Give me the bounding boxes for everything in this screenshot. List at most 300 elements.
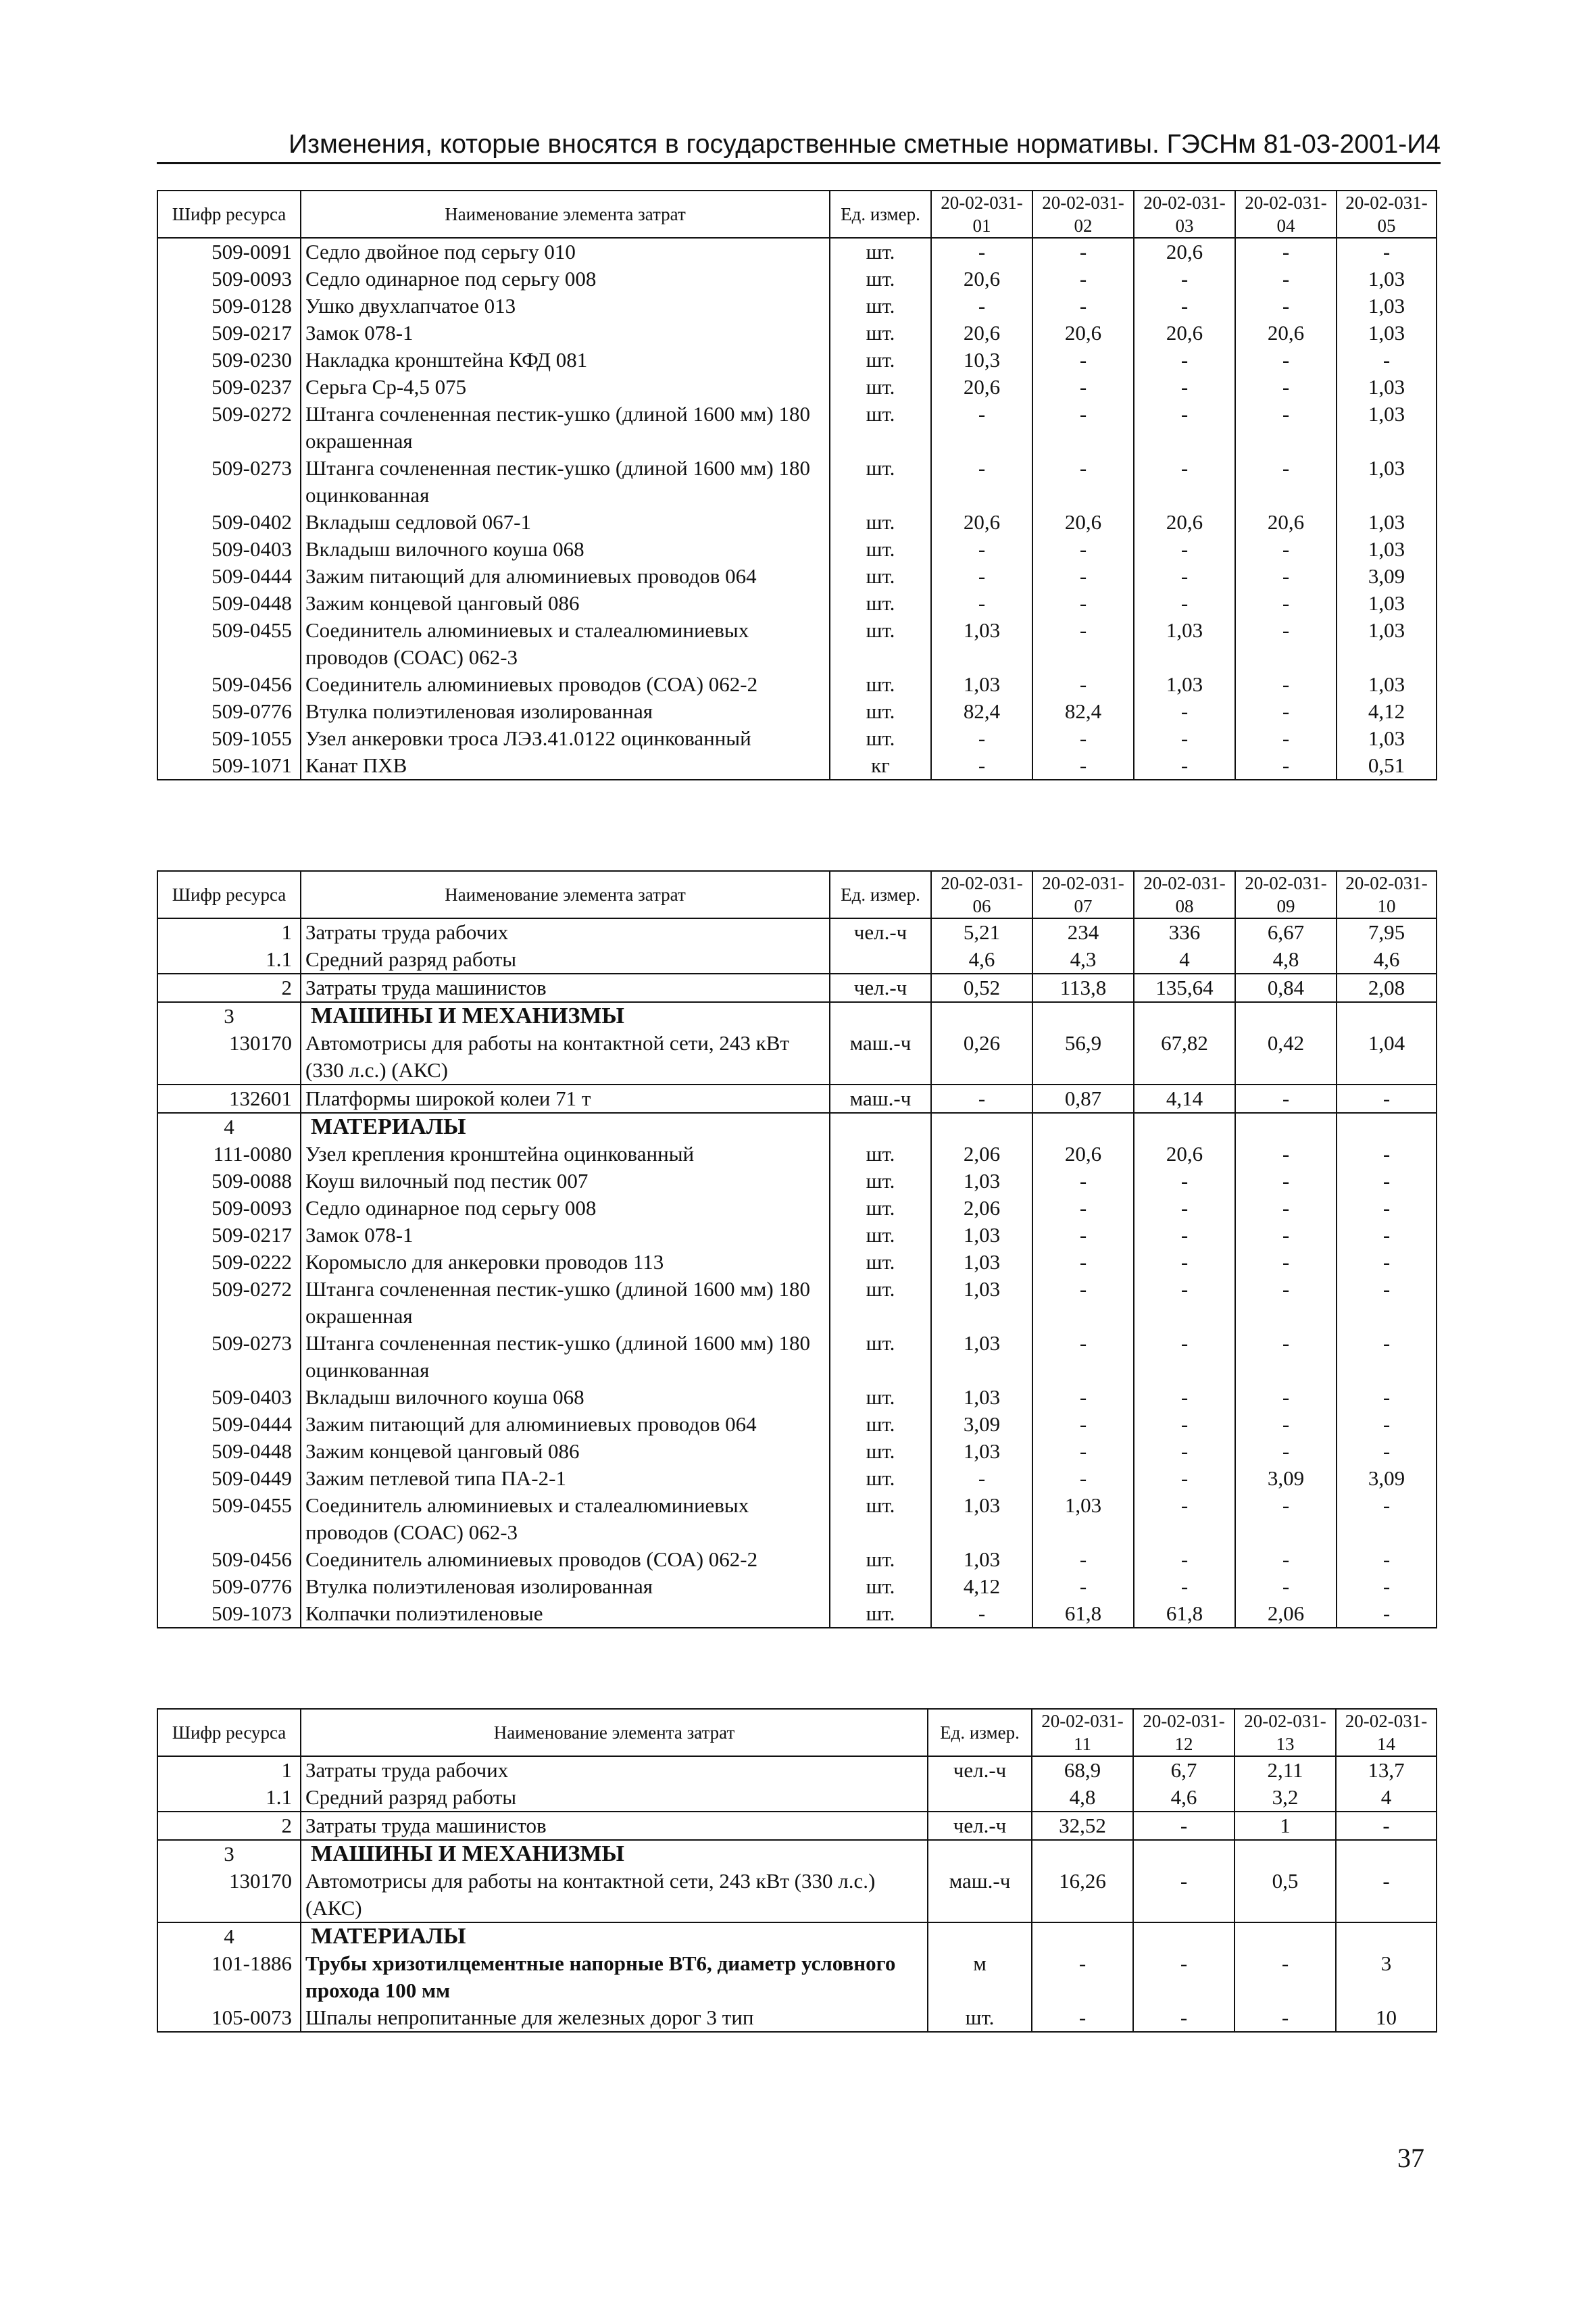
table-row: [157, 1492, 1437, 1546]
value-cell: -: [1032, 1950, 1133, 2004]
resource-name: Автомотрисы для работы на контактной сети, 243 кВт (330 л.с.) (АКС): [301, 1030, 830, 1085]
unit-cell: шт.: [830, 1276, 931, 1330]
resource-code: 3: [157, 1002, 301, 1030]
unit-cell: шт.: [830, 671, 931, 698]
value-cell: -: [1032, 671, 1134, 698]
table-row: [157, 1249, 1437, 1276]
value-cell: 4,6: [931, 946, 1032, 974]
value-cell: 1,03: [1337, 320, 1437, 347]
value-cell: 1,03: [931, 1168, 1032, 1195]
resource-name: Шпалы непропитанные для железных дорог 3 тип: [301, 2004, 928, 2032]
value-cell: -: [1337, 1141, 1437, 1168]
value-cell: 1,03: [931, 1546, 1032, 1573]
table-row: [157, 1950, 1437, 2004]
header-title: Изменения, которые вносятся в государственные сметные нормативы. ГЭСНм 81-03-2001-И4: [289, 130, 1441, 159]
value-cell: 1,03: [931, 671, 1032, 698]
value-cell: -: [1235, 347, 1337, 374]
value-cell: -: [1134, 1249, 1235, 1276]
value-cell: -: [1235, 1950, 1336, 2004]
value-cell: [1235, 1113, 1337, 1141]
value-cell: 20,6: [1134, 320, 1235, 347]
value-cell: -: [1133, 1868, 1235, 1922]
value-cell: 0,26: [931, 1030, 1032, 1085]
value-cell: -: [1337, 1168, 1437, 1195]
unit-cell: шт.: [830, 1195, 931, 1222]
value-cell: -: [1134, 1465, 1235, 1492]
table-body: [157, 918, 1437, 1628]
resource-name: Накладка кронштейна КФД 081: [301, 347, 830, 374]
value-cell: 7,95: [1337, 918, 1437, 946]
value-cell: 1,03: [1337, 455, 1437, 509]
resource-code: 509-0128: [157, 293, 301, 320]
value-cell: 2,06: [931, 1141, 1032, 1168]
value-cell: -: [931, 238, 1032, 266]
value-cell: 4: [1336, 1784, 1437, 1812]
unit-cell: шт.: [830, 725, 931, 752]
value-cell: 6,67: [1235, 918, 1337, 946]
resource-code: 101-1886: [157, 1950, 301, 2004]
value-cell: 1,03: [1134, 671, 1235, 698]
resource-code: 1.1: [157, 946, 301, 974]
resource-code: 509-0403: [157, 1384, 301, 1411]
unit-cell: [928, 1840, 1032, 1868]
value-cell: -: [1235, 266, 1337, 293]
value-cell: -: [1337, 1222, 1437, 1249]
value-cell: -: [1134, 1276, 1235, 1330]
value-cell: 1,03: [931, 1330, 1032, 1384]
value-cell: -: [931, 1085, 1032, 1113]
resource-name: Автомотрисы для работы на контактной сети, 243 кВт (330 л.с.) (АКС): [301, 1868, 928, 1922]
resource-code: 509-0402: [157, 509, 301, 536]
value-cell: 20,6: [931, 266, 1032, 293]
value-cell: -: [1337, 1573, 1437, 1600]
resource-name: Зажим питающий для алюминиевых проводов 064: [301, 1411, 830, 1438]
resource-name: Средний разряд работы: [301, 946, 830, 974]
header-col: 20-02-031-04: [1235, 191, 1337, 238]
unit-cell: шт.: [830, 1492, 931, 1546]
resource-name: Штанга сочлененная пестик-ушко (длиной 1600 мм) 180 оцинкованная: [301, 1330, 830, 1384]
resource-name: Зажим питающий для алюминиевых проводов 064: [301, 563, 830, 590]
table-row: [157, 1384, 1437, 1411]
value-cell: 1,03: [1337, 590, 1437, 617]
table-row: [157, 238, 1437, 266]
value-cell: 3,09: [931, 1411, 1032, 1438]
value-cell: -: [1337, 1330, 1437, 1384]
value-cell: [1032, 1113, 1134, 1141]
value-cell: 1,03: [1337, 617, 1437, 671]
value-cell: 0,87: [1032, 1085, 1134, 1113]
value-cell: 20,6: [1032, 509, 1134, 536]
header-name: Наименование элемента затрат: [301, 191, 830, 238]
resource-name: Штанга сочлененная пестик-ушко (длиной 1600 мм) 180 окрашенная: [301, 1276, 830, 1330]
resource-code: 509-0217: [157, 320, 301, 347]
resource-name: Колпачки полиэтиленовые: [301, 1600, 830, 1628]
unit-cell: шт.: [830, 320, 931, 347]
resource-code: 509-0444: [157, 1411, 301, 1438]
table-row: [157, 374, 1437, 401]
value-cell: -: [931, 752, 1032, 780]
value-cell: -: [1235, 1249, 1337, 1276]
table-row: [157, 320, 1437, 347]
resource-name: МАТЕРИАЛЫ: [301, 1113, 830, 1141]
resource-name: Ушко двухлапчатое 013: [301, 293, 830, 320]
resource-name: Соединитель алюминиевых и сталеалюминиевых проводов (СОАС) 062-3: [301, 617, 830, 671]
value-cell: [1134, 1113, 1235, 1141]
resource-code: 509-0273: [157, 1330, 301, 1384]
resource-name: Седло одинарное под серьгу 008: [301, 266, 830, 293]
unit-cell: шт.: [830, 1546, 931, 1573]
value-cell: -: [1337, 1276, 1437, 1330]
resource-code: 509-0449: [157, 1465, 301, 1492]
value-cell: -: [1235, 1195, 1337, 1222]
header-col: 20-02-031-10: [1337, 871, 1437, 918]
value-cell: -: [1032, 293, 1134, 320]
resource-code: 1.1: [157, 1784, 301, 1812]
value-cell: 1,04: [1337, 1030, 1437, 1085]
value-cell: -: [1032, 1546, 1134, 1573]
resource-code: 509-0403: [157, 536, 301, 563]
value-cell: 4,12: [931, 1573, 1032, 1600]
value-cell: [1336, 1840, 1437, 1868]
value-cell: [1032, 1002, 1134, 1030]
table-row: [157, 752, 1437, 780]
unit-cell: шт.: [830, 1384, 931, 1411]
resource-code: 509-1071: [157, 752, 301, 780]
table-row: [157, 1195, 1437, 1222]
value-cell: 4,12: [1337, 698, 1437, 725]
unit-cell: шт.: [928, 2004, 1032, 2032]
value-cell: -: [1134, 374, 1235, 401]
resource-name: Зажим концевой цанговый 086: [301, 590, 830, 617]
resource-code: 4: [157, 1113, 301, 1141]
value-cell: 2,06: [1235, 1600, 1337, 1628]
table-row: [157, 1868, 1437, 1922]
table-row: [157, 946, 1437, 974]
value-cell: -: [931, 590, 1032, 617]
value-cell: 1: [1235, 1812, 1336, 1840]
value-cell: [1337, 1113, 1437, 1141]
value-cell: 3,09: [1337, 563, 1437, 590]
table-row: [157, 401, 1437, 455]
value-cell: -: [1235, 1492, 1337, 1546]
unit-cell: чел.-ч: [928, 1812, 1032, 1840]
header-col: 20-02-031-07: [1032, 871, 1134, 918]
value-cell: -: [1235, 752, 1337, 780]
value-cell: 1,03: [1337, 671, 1437, 698]
value-cell: -: [1337, 1600, 1437, 1628]
resource-name: Затраты труда машинистов: [301, 1812, 928, 1840]
resource-code: 509-0455: [157, 617, 301, 671]
value-cell: 20,6: [1134, 1141, 1235, 1168]
value-cell: 82,4: [931, 698, 1032, 725]
value-cell: 1,03: [1337, 374, 1437, 401]
value-cell: -: [1032, 2004, 1133, 2032]
header-col: 20-02-031-09: [1235, 871, 1337, 918]
value-cell: -: [1134, 1195, 1235, 1222]
value-cell: 2,06: [931, 1195, 1032, 1222]
value-cell: 2,11: [1235, 1756, 1336, 1784]
value-cell: 2,08: [1337, 974, 1437, 1002]
value-cell: 1,03: [931, 1384, 1032, 1411]
value-cell: 13,7: [1336, 1756, 1437, 1784]
resource-code: 509-1055: [157, 725, 301, 752]
resource-name: МАШИНЫ И МЕХАНИЗМЫ: [301, 1840, 928, 1868]
resource-name: Зажим концевой цанговый 086: [301, 1438, 830, 1465]
resource-code: 105-0073: [157, 2004, 301, 2032]
value-cell: -: [931, 1600, 1032, 1628]
header-col: 20-02-031-02: [1032, 191, 1134, 238]
value-cell: -: [1032, 752, 1134, 780]
table-row: [157, 266, 1437, 293]
resource-code: 111-0080: [157, 1141, 301, 1168]
value-cell: 3,09: [1235, 1465, 1337, 1492]
resource-code: 509-0222: [157, 1249, 301, 1276]
value-cell: -: [1134, 1438, 1235, 1465]
header-unit: Ед. измер.: [830, 871, 931, 918]
value-cell: 1,03: [931, 1492, 1032, 1546]
header-code: Шифр ресурса: [157, 1709, 301, 1756]
value-cell: [1336, 1922, 1437, 1950]
value-cell: 56,9: [1032, 1030, 1134, 1085]
value-cell: 1,03: [931, 1249, 1032, 1276]
value-cell: -: [1235, 725, 1337, 752]
value-cell: [1337, 1002, 1437, 1030]
value-cell: -: [1235, 2004, 1336, 2032]
unit-cell: чел.-ч: [928, 1756, 1032, 1784]
resource-code: 132601: [157, 1085, 301, 1113]
document-header: [157, 130, 1441, 164]
value-cell: -: [1032, 1249, 1134, 1276]
value-cell: -: [1134, 1411, 1235, 1438]
resource-code: 130170: [157, 1030, 301, 1085]
resource-name: Соединитель алюминиевых проводов (СОА) 062-2: [301, 1546, 830, 1573]
page-number: 37: [1397, 2143, 1424, 2173]
resource-name: Узел крепления кронштейна оцинкованный: [301, 1141, 830, 1168]
header-col: 20-02-031-01: [931, 191, 1032, 238]
resource-name: Седло двойное под серьгу 010: [301, 238, 830, 266]
unit-cell: шт.: [830, 509, 931, 536]
value-cell: [1133, 1840, 1235, 1868]
value-cell: -: [1235, 1330, 1337, 1384]
value-cell: 4,8: [1235, 946, 1337, 974]
value-cell: -: [1134, 1573, 1235, 1600]
value-cell: 0,84: [1235, 974, 1337, 1002]
resource-code: 509-0217: [157, 1222, 301, 1249]
value-cell: -: [1235, 293, 1337, 320]
table-header: [157, 871, 1437, 918]
table-row: [157, 347, 1437, 374]
resource-code: 2: [157, 1812, 301, 1840]
table-row: [157, 725, 1437, 752]
table-row: [157, 1168, 1437, 1195]
resource-code: 509-0230: [157, 347, 301, 374]
value-cell: -: [1235, 671, 1337, 698]
value-cell: 20,6: [1235, 509, 1337, 536]
value-cell: [1235, 1002, 1337, 1030]
value-cell: -: [1134, 1330, 1235, 1384]
table-row: [157, 509, 1437, 536]
resource-table-2: [157, 870, 1437, 1628]
value-cell: -: [1336, 1812, 1437, 1840]
unit-cell: шт.: [830, 1249, 931, 1276]
table-row: [157, 293, 1437, 320]
table-header: [157, 191, 1437, 238]
value-cell: -: [1032, 536, 1134, 563]
value-cell: 20,6: [931, 374, 1032, 401]
unit-cell: шт.: [830, 1222, 931, 1249]
resource-code: 509-0093: [157, 266, 301, 293]
value-cell: [1133, 1922, 1235, 1950]
table-row: [157, 1546, 1437, 1573]
value-cell: 20,6: [1134, 509, 1235, 536]
table-row: [157, 1030, 1437, 1085]
unit-cell: шт.: [830, 455, 931, 509]
table-row: [157, 1141, 1437, 1168]
value-cell: -: [1032, 1411, 1134, 1438]
value-cell: -: [1337, 1085, 1437, 1113]
table-row: [157, 1922, 1437, 1950]
unit-cell: шт.: [830, 617, 931, 671]
table-header: [157, 1709, 1437, 1756]
value-cell: 1,03: [1337, 401, 1437, 455]
value-cell: 3: [1336, 1950, 1437, 2004]
header-name: Наименование элемента затрат: [301, 871, 830, 918]
resource-name: Замок 078-1: [301, 320, 830, 347]
table-row: [157, 1840, 1437, 1868]
value-cell: -: [1133, 2004, 1235, 2032]
table-row: [157, 1411, 1437, 1438]
value-cell: -: [1134, 347, 1235, 374]
resource-code: 1: [157, 1756, 301, 1784]
value-cell: -: [1337, 1492, 1437, 1546]
value-cell: -: [1337, 1384, 1437, 1411]
value-cell: 20,6: [1235, 320, 1337, 347]
value-cell: 5,21: [931, 918, 1032, 946]
resource-code: 509-0272: [157, 1276, 301, 1330]
value-cell: -: [1235, 1438, 1337, 1465]
value-cell: [1134, 1002, 1235, 1030]
resource-code: 4: [157, 1922, 301, 1950]
value-cell: 67,82: [1134, 1030, 1235, 1085]
value-cell: -: [1134, 590, 1235, 617]
value-cell: 0,51: [1337, 752, 1437, 780]
header-code: Шифр ресурса: [157, 191, 301, 238]
unit-cell: чел.-ч: [830, 974, 931, 1002]
value-cell: 234: [1032, 918, 1134, 946]
value-cell: 4,3: [1032, 946, 1134, 974]
value-cell: 4: [1134, 946, 1235, 974]
value-cell: -: [1235, 1411, 1337, 1438]
resource-code: 509-0448: [157, 1438, 301, 1465]
table-row: [157, 590, 1437, 617]
header-code: Шифр ресурса: [157, 871, 301, 918]
header-unit: Ед. измер.: [830, 191, 931, 238]
unit-cell: шт.: [830, 1600, 931, 1628]
resource-code: 509-0272: [157, 401, 301, 455]
value-cell: -: [1032, 1222, 1134, 1249]
value-cell: -: [1235, 536, 1337, 563]
value-cell: -: [1134, 725, 1235, 752]
value-cell: -: [1032, 1330, 1134, 1384]
value-cell: [1235, 1840, 1336, 1868]
value-cell: -: [1134, 752, 1235, 780]
header-col: 20-02-031-11: [1032, 1709, 1133, 1756]
resource-table-1: [157, 190, 1437, 780]
value-cell: -: [1235, 1222, 1337, 1249]
value-cell: -: [1032, 1168, 1134, 1195]
resource-code: 1: [157, 918, 301, 946]
value-cell: -: [1235, 563, 1337, 590]
unit-cell: м: [928, 1950, 1032, 2004]
value-cell: -: [1337, 1411, 1437, 1438]
resource-code: 130170: [157, 1868, 301, 1922]
value-cell: -: [1134, 1384, 1235, 1411]
value-cell: 1,03: [1337, 293, 1437, 320]
resource-name: Соединитель алюминиевых проводов (СОА) 062-2: [301, 671, 830, 698]
unit-cell: маш.-ч: [830, 1030, 931, 1085]
table-row: [157, 918, 1437, 946]
value-cell: -: [1235, 1085, 1337, 1113]
value-cell: -: [1032, 1195, 1134, 1222]
table-row: [157, 1330, 1437, 1384]
header-col: 20-02-031-12: [1133, 1709, 1235, 1756]
unit-cell: шт.: [830, 347, 931, 374]
value-cell: 61,8: [1134, 1600, 1235, 1628]
resource-name: Вкладыш вилочного коуша 068: [301, 536, 830, 563]
value-cell: -: [1032, 374, 1134, 401]
unit-cell: шт.: [830, 1330, 931, 1384]
unit-cell: шт.: [830, 1411, 931, 1438]
value-cell: -: [1032, 455, 1134, 509]
unit-cell: шт.: [830, 374, 931, 401]
resource-name: Узел анкеровки троса ЛЭЗ.41.0122 оцинкованный: [301, 725, 830, 752]
value-cell: -: [1134, 563, 1235, 590]
resource-code: 509-1073: [157, 1600, 301, 1628]
value-cell: -: [1235, 1141, 1337, 1168]
unit-cell: шт.: [830, 238, 931, 266]
unit-cell: шт.: [830, 293, 931, 320]
table-row: [157, 1222, 1437, 1249]
value-cell: -: [1134, 1546, 1235, 1573]
unit-cell: маш.-ч: [928, 1868, 1032, 1922]
value-cell: 4,8: [1032, 1784, 1133, 1812]
value-cell: -: [1032, 1384, 1134, 1411]
unit-cell: [830, 946, 931, 974]
header-col: 20-02-031-03: [1134, 191, 1235, 238]
value-cell: 1,03: [1337, 266, 1437, 293]
value-cell: 16,26: [1032, 1868, 1133, 1922]
resource-name: Канат ПХВ: [301, 752, 830, 780]
value-cell: -: [1337, 1249, 1437, 1276]
value-cell: [931, 1113, 1032, 1141]
unit-cell: шт.: [830, 1438, 931, 1465]
value-cell: -: [1032, 725, 1134, 752]
value-cell: 3,2: [1235, 1784, 1336, 1812]
value-cell: -: [1235, 1384, 1337, 1411]
table-row: [157, 671, 1437, 698]
resource-code: 509-0456: [157, 1546, 301, 1573]
value-cell: -: [1032, 563, 1134, 590]
value-cell: -: [1235, 1168, 1337, 1195]
resource-code: 509-0093: [157, 1195, 301, 1222]
value-cell: 82,4: [1032, 698, 1134, 725]
value-cell: 6,7: [1133, 1756, 1235, 1784]
value-cell: 0,42: [1235, 1030, 1337, 1085]
value-cell: 135,64: [1134, 974, 1235, 1002]
value-cell: -: [1032, 1438, 1134, 1465]
value-cell: -: [931, 401, 1032, 455]
value-cell: [1032, 1922, 1133, 1950]
